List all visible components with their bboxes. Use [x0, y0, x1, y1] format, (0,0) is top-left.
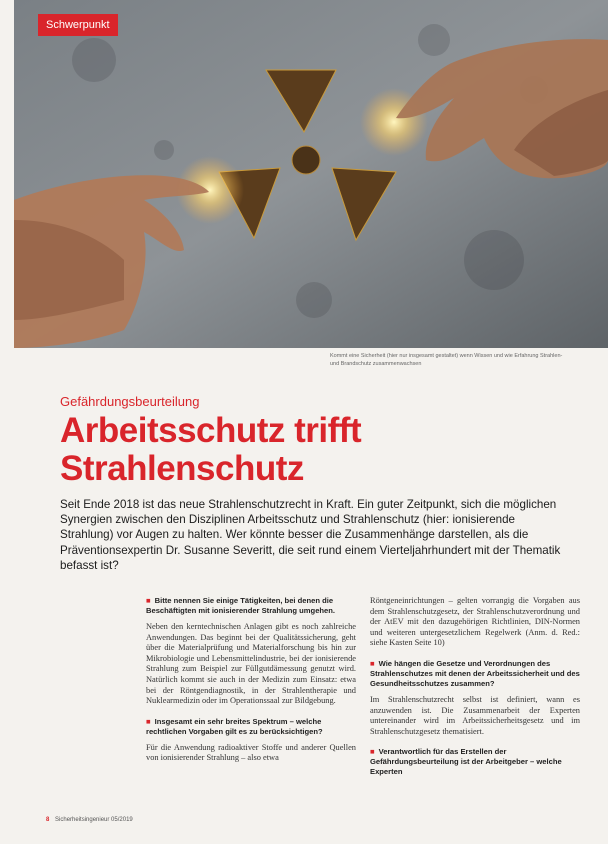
kicker: Gefährdungsbeurteilung [60, 394, 200, 409]
interview-question [146, 596, 356, 616]
square-bullet-icon: ■ [146, 596, 151, 605]
publication-name: Sicherheitsingenieur 05/2019 [55, 817, 133, 823]
page-number: 8 [46, 817, 50, 823]
square-bullet-icon: ■ [370, 747, 375, 757]
interview-answer: Im Strahlenschutzrecht selbst ist definiert, wann es anzuwenden ist. Die Zusammenarbeit der Experten untereinander wird im Arbeitssicherheitsgesetz und im Strahlenschutzgesetz thematisiert. [370, 694, 580, 736]
interview-answer: Für die Anwendung radioaktiver Stoffe und anderer Quellen von ionisierender Strahlung – also etwa [146, 742, 356, 763]
headline: Arbeitsschutz trifft Strahlenschutz [60, 411, 362, 488]
hero-photo [14, 0, 608, 348]
question-text: Wie hängen die Gesetze und Verordnungen des Strahlenschutzes mit denen der Arbeitssicherheit und des Gesundheitsschutzes zusammen? [370, 658, 580, 688]
interview-answer: Röntgeneinrichtungen – gelten vorrangig die Vorgaben aus dem Strahlenschutzgesetz, der Strahlenschutzverordnung und der AtEV mit den dazugehörigen Richtlinien, DIN-Normen und weiteren untergesetzlichem Regelwerk (Anm. d. Red.: siehe Kasten Seite 10) [370, 596, 580, 648]
interview-question [370, 659, 580, 689]
interview-question [370, 747, 580, 777]
section-tag: Schwerpunkt [38, 14, 118, 36]
interview-question [146, 717, 356, 737]
lead-paragraph: Seit Ende 2018 ist das neue Strahlenschutzrecht in Kraft. Ein guter Zeitpunkt, sich die möglichen Synergien zwischen den Disziplinen Arbeitsschutz und Strahlenschutz (hier: ionisierende Strahlung) vor Augen zu halten. Wer könnte besser die Zusammenhänge darstellen, als die Präventionsexpertin Dr. Susanne Severitt, die seit rund einem Vierteljahrhundert mit der Thematik befasst ist? [60, 498, 561, 572]
square-bullet-icon: ■ [370, 658, 375, 668]
page-footer [46, 817, 133, 823]
article-column-left [146, 596, 356, 774]
question-text: Insgesamt ein sehr breites Spektrum – welche rechtlichen Vorgaben gilt es zu berücksichtigen? [146, 716, 323, 736]
article-column-right [370, 596, 580, 783]
photo-caption: Kommt eine Sicherheit (hier nur insgesamt gestaltet) wenn Wissen und wie Erfahrung Strahlen- und Brandschutz zusammenwachsen [330, 353, 563, 367]
interview-answer: Neben den kerntechnischen Anlagen gibt es noch zahlreiche Anwendungen. Das beginnt bei der Qualitätssicherung, geht über die Materialprüfung und Materialforschung bis hin zur Mikrobiologie und Lebensmittelindustrie, bei der ionisierende Strahlung zum Beispiel zur Füllgutdämessung genutzt wird. Natürlich kommt sie auch in der Medizin zum Einsatz: etwa bei der Röntgendiagnostik, in der Strahlentherapie und Nuklearmedizin oder im Operationssaal zur Bildgebung. [146, 622, 356, 706]
question-text: Bitte nennen Sie einige Tätigkeiten, bei denen die Beschäftigten mit ionisierender Strahlung umgehen. [146, 596, 336, 615]
square-bullet-icon: ■ [146, 716, 151, 726]
radiation-hands-illustration [14, 0, 608, 348]
question-text: Verantwortlich für das Erstellen der Gefährdungsbeurteilung ist der Arbeitgeber – welche Experten [370, 747, 562, 777]
